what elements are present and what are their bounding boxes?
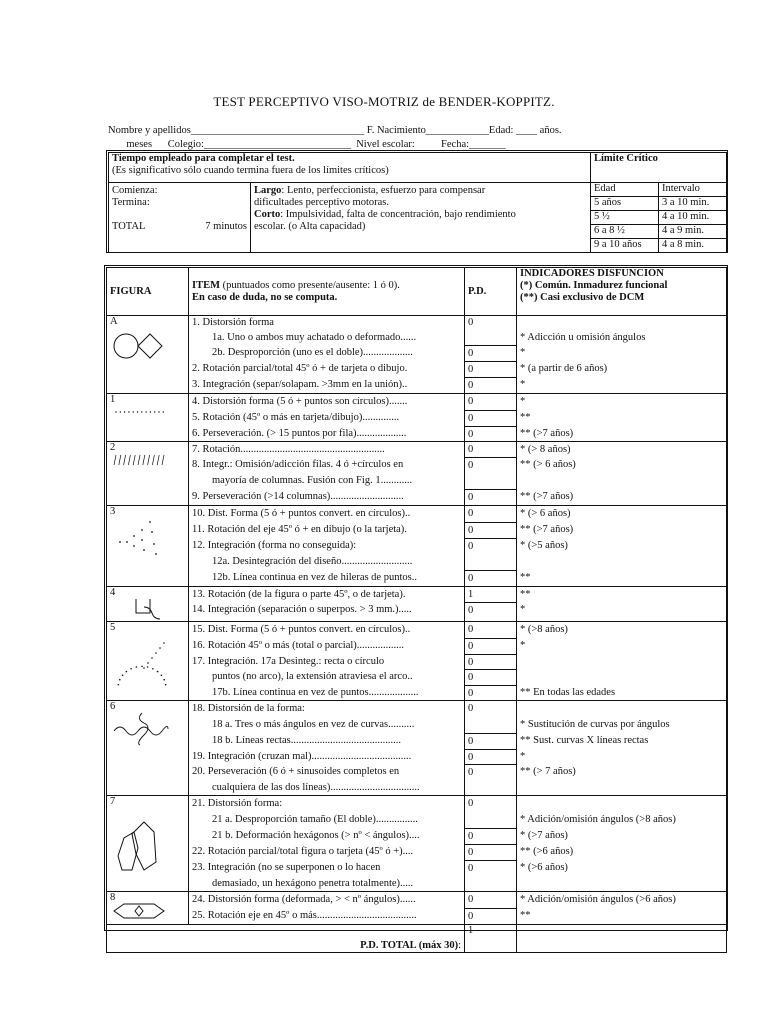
items-cell [189,316,465,394]
item-line: 9. Perseveración (>14 columnas)............................ [192,491,404,502]
figure-group-row [107,442,727,506]
bender-figure-2-drawing [110,450,185,470]
items-cell [189,701,465,796]
indicator-line: * Adicción u omisión ángulos [520,332,646,343]
indicator-line [520,876,723,891]
item-header-cell [189,268,465,316]
pd-score: 0 [465,361,516,377]
bender-figure-A-drawing [110,324,185,366]
end-label: Termina: [112,197,150,208]
indicator-line: * [520,751,526,762]
indicator-line: * [520,396,526,407]
indicator-line: * (>8 años) [520,624,568,635]
indicator-line: * (a partir de 6 años) [520,363,608,374]
corto-label: Corto [254,209,281,220]
time-header-cell [109,153,591,183]
item-line: 18 a. Tres o más ángulos en vez de curvas.......... [212,719,415,730]
indicator-line: * (> 6 años) [520,508,571,519]
largo-text: : Lento, perfeccionista, esfuerzo para compensar [281,185,486,196]
item-line: cualquiera de las dos líneas).................................. [212,782,420,793]
pd-score [465,780,516,795]
indicator-line: ** (>7 años) [520,428,574,439]
bender-figure-8-drawing [110,900,185,922]
indicator-line: * (> 8 años) [520,444,571,455]
item-line: 3. Integración (separ/solapam. >3mm en la unión).. [192,379,408,390]
info-line-school: meses Colegio:____________________________ Nivel escolar: Fecha:_______ [108,139,506,150]
indicators-cell [517,506,727,587]
items-cell [189,506,465,587]
bender-figure-4-drawing [110,595,185,621]
total-label: TOTAL [112,221,146,232]
figure-cell [107,506,189,587]
indicator-line: ** [520,589,531,600]
indicator-line [520,654,723,669]
item-line: 2b. Desproporción (uno es el doble)................... [212,347,413,358]
item-line: 23. Integración (no se superponen o lo hacen [192,862,381,873]
indicator-line: ** [520,412,531,423]
pd-score: 0 [465,377,516,393]
figure-label: A [110,316,118,327]
pd-score: 0 [468,317,474,328]
indicators-cell [517,442,727,506]
item-line: 24. Distorsión forma (deformada, > < nº ángulos)...... [192,894,416,905]
figure-cell [107,701,189,796]
indicators-header-cell [517,268,727,316]
time-note: (Es significativo sólo cuando termina fuera de los límites críticos) [112,165,389,176]
item-line: 16. Rotación 45º o más (total o parcial).................. [192,640,405,651]
pd-cell [465,796,517,892]
pd-score: 0 [468,508,474,519]
indicator-line: ** (>6 años) [520,846,574,857]
pd-score: 0 [468,444,474,455]
item-line: 12. Integración (forma no conseguida): [192,540,357,551]
item-line: 13. Rotación (de la figura o parte 45º, o de tarjeta). [192,589,406,600]
figure-label: 8 [110,892,116,903]
pd-score [465,717,516,733]
largo-text-2: dificultades perceptivo motoras. [254,197,389,208]
indicator-line: ** En todas las edades [520,687,616,698]
pd-header: P.D. [465,268,517,316]
item-line: 5. Rotación (45º o más en tarjeta/dibujo).............. [192,412,400,423]
figure-label: 1 [110,394,116,405]
item-line: mayoría de columnas. Fusión con Fig. 1............ [212,475,413,486]
items-cell [189,587,465,622]
total-pd-label: P.D. TOTAL (máx 30) [360,940,459,951]
item-line: 11. Rotación del eje 45º ó + en dibujo (o la tarjeta). [192,524,407,535]
pd-cell [465,622,517,701]
indicator-line: ** [520,572,531,583]
pd-score: 0 [465,749,516,764]
start-label: Comienza: [112,185,158,196]
indicator-line: ** Sust. curvas X líneas rectas [520,735,649,746]
pd-score [465,330,516,345]
bender-figure-3-drawing [110,514,185,558]
pd-score: 0 [465,828,516,844]
indicators-cell [517,394,727,442]
indicators-cell [517,701,727,796]
figure-cell [107,622,189,701]
limit-header-cell [591,153,727,183]
item-line: 4. Distorsión forma (5 ó + puntos son círculos)....... [192,396,408,407]
item-header: ITEM [192,279,221,291]
item-line: 10. Dist. Forma (5 ó + puntos convert. en círculos).. [192,508,411,519]
figure-group-row [107,587,727,622]
indicator-line [520,473,723,489]
total-pd-value: 1 [465,925,517,953]
pd-score: 0 [465,570,516,586]
indicator-line [520,316,723,330]
pd-score: 0 [465,685,516,700]
items-cell [189,394,465,442]
pd-score [465,876,516,891]
pd-score: 0 [465,538,516,554]
item-line: 17b. Línea continua en vez de puntos................... [212,687,419,698]
item-line: puntos (no arco), la extensión atraviesa el arco.. [212,671,413,682]
scoring-table [106,267,727,953]
corto-text: : Impulsividad, falta de concentración, bajo rendimiento [280,209,516,220]
indicators-cell [517,796,727,892]
item-line: 12a. Desintegración del diseño........................... [212,556,413,567]
item-header-note: (puntuados como presente/ausente: 1 ó 0). [220,279,400,291]
figure-group-row [107,506,727,587]
indicator-line: ** (>7 años) [520,491,574,502]
pd-cell [465,892,517,925]
item-line: 21. Distorsión forma: [192,798,283,809]
pd-score: 0 [465,602,516,618]
pd-cell [465,587,517,622]
indicator-line: ** (> 6 años) [520,459,576,470]
indicator-line: * [520,604,526,615]
figure-label: 6 [110,701,116,712]
info-line-name: Nombre y apellidos_________________________________ F. Nacimiento____________Edad: ____ años. [108,125,562,136]
edad-row-1: 5 ½ [591,211,659,225]
figure-group-row [107,394,727,442]
pd-score: 0 [465,764,516,780]
pd-cell [465,701,517,796]
intervalo-row-0: 3 a 10 min. [659,197,727,211]
pd-score: 0 [468,894,474,905]
edad-row-0: 5 años [591,197,659,211]
time-start-cell [109,183,251,253]
figure-group-row [107,892,727,925]
item-header-bold: En caso de duda, no se computa. [192,291,338,303]
edad-row-3: 9 a 10 años [591,239,659,253]
item-line: 8. Integr.: Omisión/adicción filas. 4 ó +círculos en [192,459,404,470]
figure-cell [107,892,189,925]
item-line: 1. Distorsión forma [192,317,274,328]
item-line: 20. Perseveración (6 ó + sinusoides completos en [192,766,400,777]
item-line: demasiado, un hexágono penetra totalmente)..... [212,878,414,889]
pd-score: 0 [465,654,516,669]
indicator-line: * (>6 años) [520,862,568,873]
pd-score: 0 [465,844,516,860]
item-line: 18 b. Líneas rectas.......................................... [212,735,401,746]
edad-header: Edad [591,183,659,197]
pd-score [465,812,516,828]
indicators-header-3: (**) Casi exclusivo de DCM [520,292,645,303]
bender-figure-7-drawing [110,804,185,880]
pd-score: 0 [465,410,516,426]
pd-score: 1 [468,589,474,600]
indicator-line [520,669,723,685]
pd-score: 0 [465,522,516,538]
pd-score: 0 [468,624,474,635]
pd-cell [465,506,517,587]
indicator-line: ** (> 7 años) [520,766,576,777]
item-line: 2. Rotación parcial/total 45º ó + de tarjeta o dibujo. [192,363,408,374]
pd-score: 0 [468,798,474,809]
bender-figure-1-drawing [110,402,185,422]
pd-cell [465,442,517,506]
figure-label: 3 [110,506,116,517]
figura-header: FIGURA [107,268,189,316]
indicator-line: * [520,379,526,390]
figure-cell [107,316,189,394]
item-line: 19. Integración (cruzan mal)...................................... [192,751,412,762]
intervalo-row-2: 4 a 9 min. [659,225,727,239]
indicators-cell [517,316,727,394]
pd-score: 0 [465,860,516,876]
figure-label: 7 [110,796,116,807]
items-cell [189,796,465,892]
item-line: 12b. Línea continua en vez de hileras de puntos.. [212,572,417,583]
interpretation-cell [251,183,591,253]
indicator-line: * Sustitución de curvas por ángulos [520,719,670,730]
pd-score: 0 [465,908,516,924]
indicator-line: * [520,640,526,651]
figure-label: 5 [110,622,116,633]
pd-score: 0 [468,396,474,407]
item-line: 14. Integración (separación o superpos. > 3 mm.)..... [192,604,412,615]
limit-header: Límite Crítico [594,153,658,164]
bender-figure-6-drawing [110,709,185,749]
indicator-line: ** [520,910,531,921]
time-table [108,152,727,253]
item-line: 22. Rotación parcial/total figura o tarjeta (45º ó +).... [192,846,414,857]
largo-label: Largo [254,185,282,196]
item-line: 7. Rotación....................................................... [192,444,385,455]
indicators-header-2: (*) Común. Inmadurez funcional [520,280,668,291]
item-line: 1a. Uno o ambos muy achatado o deformado...... [212,332,417,343]
item-line: 6. Perseveración. (> 15 puntos por fila)................... [192,428,407,439]
time-header: Tiempo empleado para completar el test. [112,153,295,164]
intervalo-row-1: 4 a 10 min. [659,211,727,225]
indicator-line: * (>5 años) [520,540,568,551]
pd-score [465,554,516,570]
item-line: 25. Rotación eje en 45º o más...................................... [192,910,417,921]
indicator-line [520,796,723,812]
total-pd-label-cell: P.D. TOTAL (máx 30): [189,925,465,953]
pd-score: 0 [465,669,516,685]
indicator-line [520,701,723,717]
pd-score: 0 [468,703,474,714]
figure-group-row [107,622,727,701]
figure-cell [107,587,189,622]
indicator-line: * Adición/omisión ángulos (>8 años) [520,814,676,825]
intervalo-row-3: 4 a 8 min. [659,239,727,253]
corto-text-2: escolar. (o Alta capacidad) [254,221,366,232]
figure-cell [107,796,189,892]
indicator-line: * Adición/omisión ángulos (>6 años) [520,894,676,905]
indicators-cell [517,892,727,925]
figure-group-row [107,316,727,394]
indicator-line: ** (>7 años) [520,524,574,535]
pd-score: 0 [465,457,516,473]
item-line: 21 a. Desproporción tamaño (El doble)................ [212,814,418,825]
item-line: 18. Distorsión de la forma: [192,703,305,714]
items-cell [189,892,465,925]
item-line: 17. Integración. 17a Desinteg.: recta o círculo [192,656,385,667]
bender-figure-5-drawing [110,630,185,698]
indicator-line [520,554,723,570]
total-value: 7 minutos [205,221,247,232]
items-cell [189,622,465,701]
pd-score: 0 [465,426,516,441]
figure-group-row [107,701,727,796]
indicator-line: * [520,347,526,358]
indicator-line: * (>7 años) [520,830,568,841]
pd-score [465,473,516,489]
figure-cell [107,394,189,442]
item-line: 21 b. Deformación hexágonos (> nº < ángulos).... [212,830,420,841]
figure-label: 4 [110,587,116,598]
intervalo-header: Intervalo [659,183,727,197]
pd-score: 0 [465,489,516,505]
indicators-cell [517,622,727,701]
indicator-line [520,780,723,795]
pd-score: 0 [465,733,516,749]
edad-row-2: 6 a 8 ½ [591,225,659,239]
figure-group-row [107,796,727,892]
pd-score: 0 [465,345,516,361]
items-cell [189,442,465,506]
pd-cell [465,394,517,442]
indicators-header-1: INDICADORES DISFUNCIÓN [520,268,664,279]
pd-score: 0 [465,638,516,654]
indicators-cell [517,587,727,622]
figure-label: 2 [110,442,116,453]
item-line: 15. Dist. Forma (5 ó + puntos convert. en círculos).. [192,624,411,635]
pd-cell [465,316,517,394]
page-title: TEST PERCEPTIVO VISO-MOTRIZ de BENDER-KOPPITZ. [213,94,555,109]
figure-cell [107,442,189,506]
